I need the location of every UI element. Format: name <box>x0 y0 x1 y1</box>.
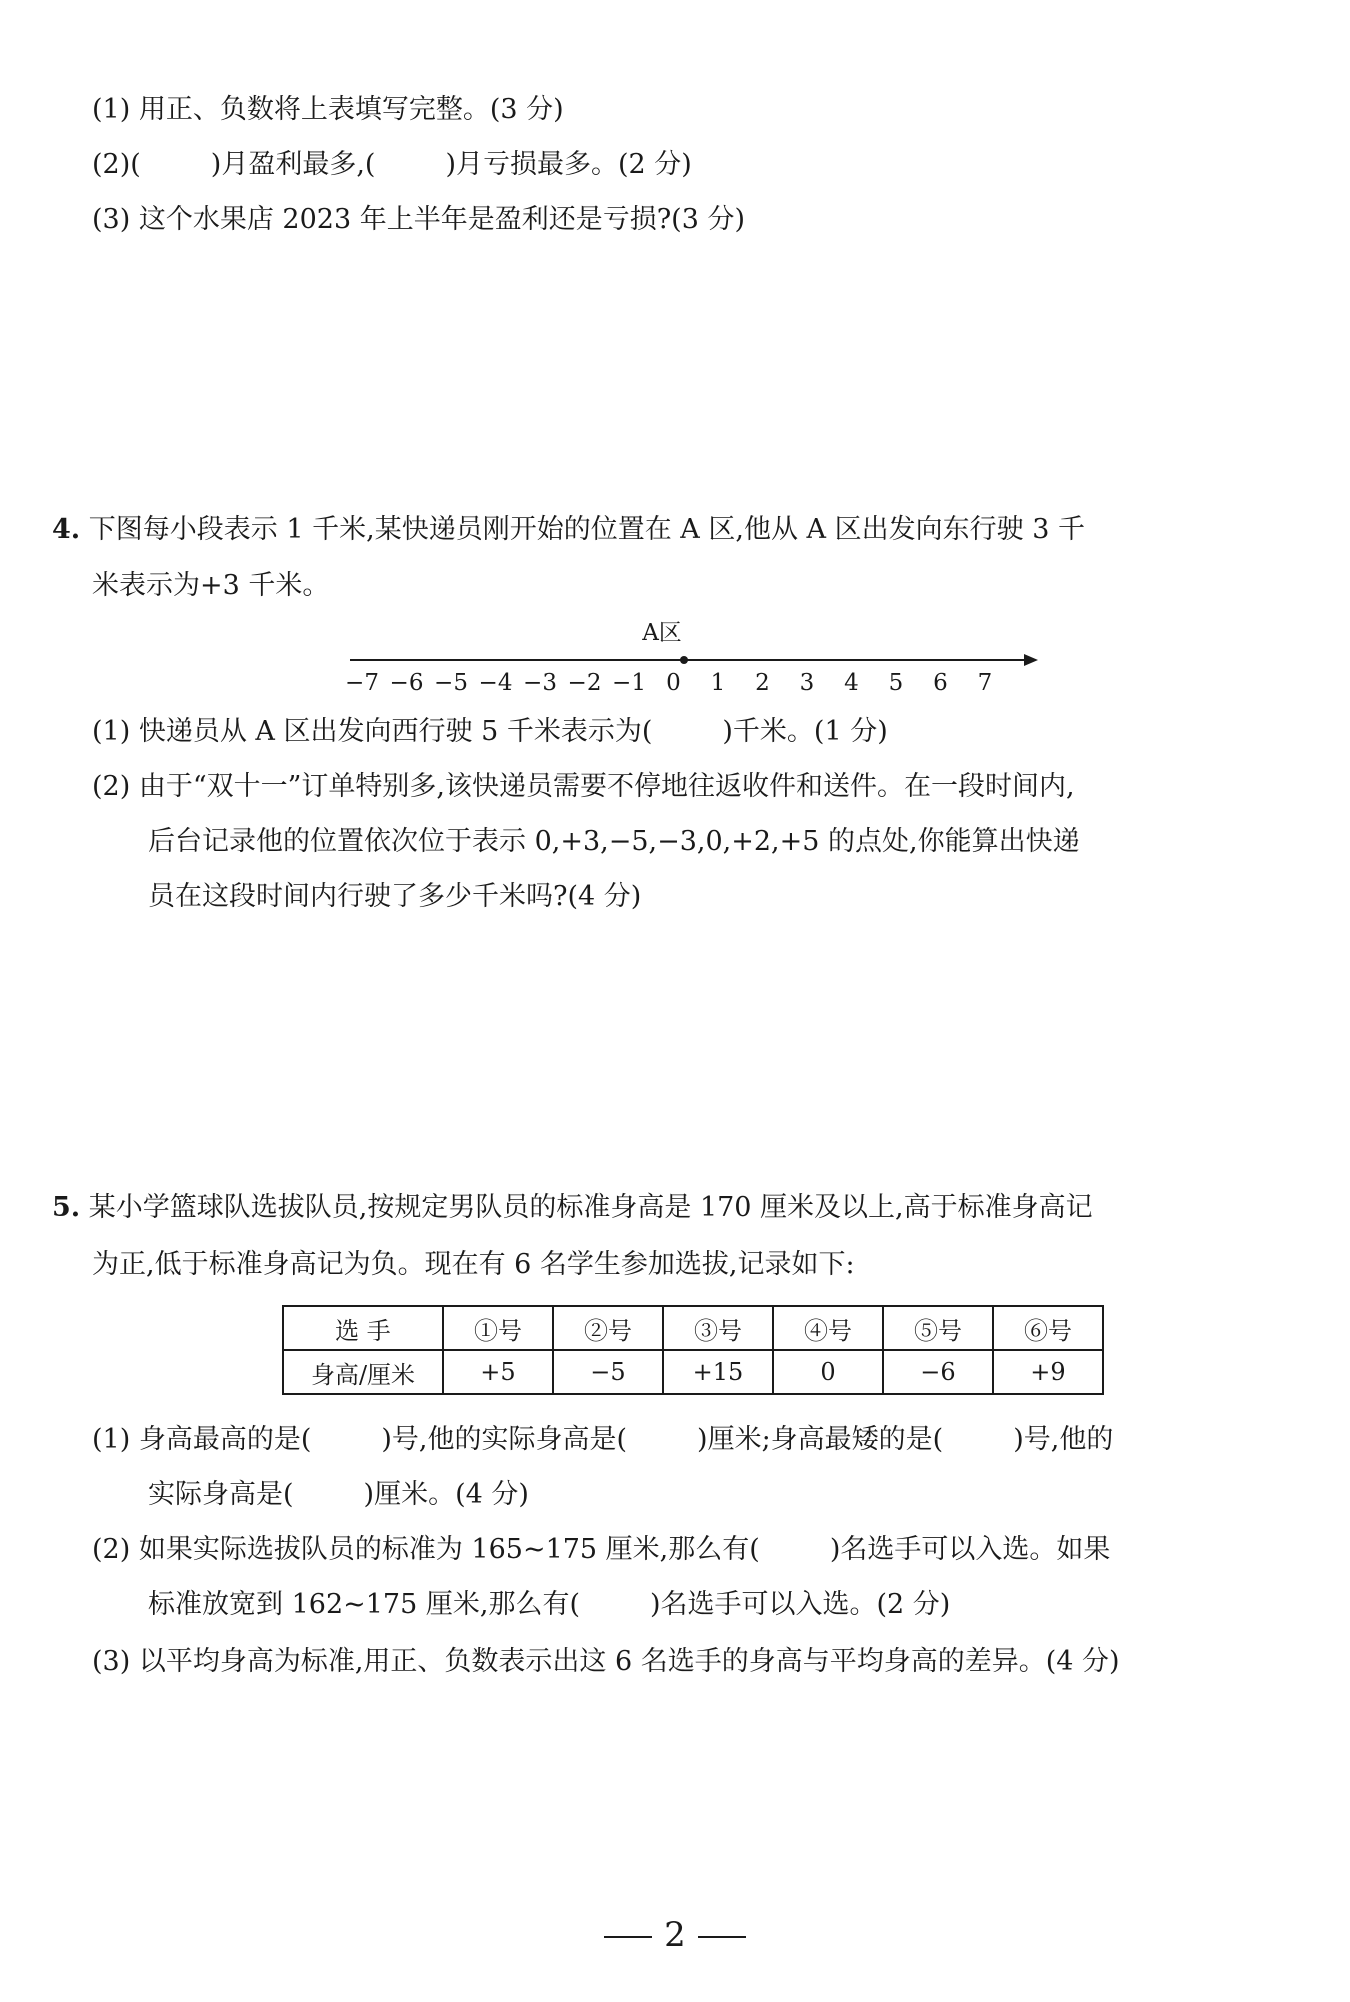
number-line-arrow <box>1024 654 1038 666</box>
height-value-3: +15 <box>663 1350 773 1394</box>
q5-sub2-line2 <box>148 1585 950 1625</box>
q3-sub2-part-b: )月盈利最多,( <box>210 149 376 180</box>
table-row <box>283 1350 1103 1394</box>
q3-sub2-part-c: )月亏损最多。(2 分) <box>445 149 692 180</box>
q4-sub2-line1: (2) 由于“双十一”订单特别多,该快递员需要不停地往返收件和送件。在一段时间内, <box>92 771 1075 802</box>
origin-point <box>680 656 688 664</box>
tick-label: −5 <box>434 670 468 696</box>
q3-sub2-part-a: (2)( <box>92 149 141 180</box>
q5-sub1-part-e: 实际身高是( <box>148 1479 294 1510</box>
height-table <box>282 1305 1104 1395</box>
table-row <box>283 1306 1103 1350</box>
q4-number: 4. <box>52 514 81 545</box>
q4-sub2-line2: 后台记录他的位置依次位于表示 0,+3,−5,−3,0,+2,+5 的点处,你能算出快递 <box>148 826 1080 857</box>
q5-number: 5. <box>52 1192 81 1223</box>
table-header-label: 选 手 <box>283 1306 443 1350</box>
player-1: ①号 <box>443 1306 553 1350</box>
q5-sub3: (3) 以平均身高为标准,用正、负数表示出这 6 名选手的身高与平均身高的差异。(4 分) <box>92 1646 1120 1677</box>
q5-sub1-part-b: )号,他的实际身高是( <box>381 1424 628 1455</box>
tick-label: 1 <box>710 670 726 696</box>
tick-label: −4 <box>478 670 513 696</box>
q3-sub2 <box>92 145 692 185</box>
q5-sub1-part-c: )厘米;身高最矮的是( <box>697 1424 944 1455</box>
tick-label: −3 <box>523 670 557 696</box>
height-value-1: +5 <box>443 1350 553 1394</box>
height-value-2: −5 <box>553 1350 663 1394</box>
q5-sub1-part-f: )厘米。(4 分) <box>363 1479 529 1510</box>
page-number <box>0 1915 1350 1955</box>
tick-label: −7 <box>345 670 379 696</box>
tick-label: −1 <box>612 670 646 696</box>
tick-label: 5 <box>888 670 904 696</box>
tick-label: 2 <box>755 670 770 696</box>
q5-sub1-line1 <box>92 1420 1113 1460</box>
height-value-6: +9 <box>993 1350 1103 1394</box>
q4-sub1 <box>92 712 888 752</box>
q4-stem-text1: 下图每小段表示 1 千米,某快递员刚开始的位置在 A 区,他从 A 区出发向东行驶 3 千 <box>88 514 1085 545</box>
q4-sub2-line3: 员在这段时间内行驶了多少千米吗?(4 分) <box>148 881 642 912</box>
q5-sub1-part-a: (1) 身高最高的是( <box>92 1424 312 1455</box>
tick-label: −6 <box>389 670 424 696</box>
q5-stem-line2: 为正,低于标准身高记为负。现在有 6 名学生参加选拔,记录如下: <box>92 1249 855 1280</box>
q5-sub2-line1 <box>92 1530 1110 1570</box>
dash-right <box>698 1936 746 1938</box>
q4-sub1-part-b: )千米。(1 分) <box>722 716 888 747</box>
q5-sub2-part-d: )名选手可以入选。(2 分) <box>649 1589 951 1620</box>
player-3: ③号 <box>663 1306 773 1350</box>
q5-stem-text1: 某小学篮球队选拔队员,按规定男队员的标准身高是 170 厘米及以上,高于标准身高记 <box>88 1192 1093 1223</box>
page-number-text: 2 <box>664 1915 686 1955</box>
player-4: ④号 <box>773 1306 883 1350</box>
dash-left <box>604 1936 652 1938</box>
number-line-ticks <box>345 670 992 696</box>
tick-label: −2 <box>567 670 602 696</box>
q5-sub1-line2 <box>148 1475 529 1515</box>
q3-sub1: (1) 用正、负数将上表填写完整。(3 分) <box>92 94 564 125</box>
tick-label: 0 <box>666 670 681 696</box>
tick-label: 3 <box>799 670 815 696</box>
q5-sub2-part-a: (2) 如果实际选拔队员的标准为 165~175 厘米,那么有( <box>92 1534 760 1565</box>
tick-label: 4 <box>844 670 859 696</box>
q4-stem-line2: 米表示为+3 千米。 <box>92 570 330 601</box>
height-value-5: −6 <box>883 1350 993 1394</box>
tick-label: 7 <box>977 670 993 696</box>
q3-sub3: (3) 这个水果店 2023 年上半年是盈利还是亏损?(3 分) <box>92 204 746 235</box>
player-2: ②号 <box>553 1306 663 1350</box>
tick-label: 6 <box>933 670 948 696</box>
number-line <box>340 618 1040 698</box>
table-row-label: 身高/厘米 <box>283 1350 443 1394</box>
q5-sub2-part-b: )名选手可以入选。如果 <box>829 1534 1111 1565</box>
q5-sub2-part-c: 标准放宽到 162~175 厘米,那么有( <box>148 1589 580 1620</box>
q5-sub1-part-d: )号,他的 <box>1013 1424 1114 1455</box>
q5-stem-line1 <box>52 1188 1093 1228</box>
q4-sub1-part-a: (1) 快递员从 A 区出发向西行驶 5 千米表示为( <box>92 716 653 747</box>
height-value-4: 0 <box>773 1350 883 1394</box>
player-5: ⑤号 <box>883 1306 993 1350</box>
a-zone-label: A区 <box>642 620 682 646</box>
q4-stem-line1 <box>52 510 1085 550</box>
player-6: ⑥号 <box>993 1306 1103 1350</box>
